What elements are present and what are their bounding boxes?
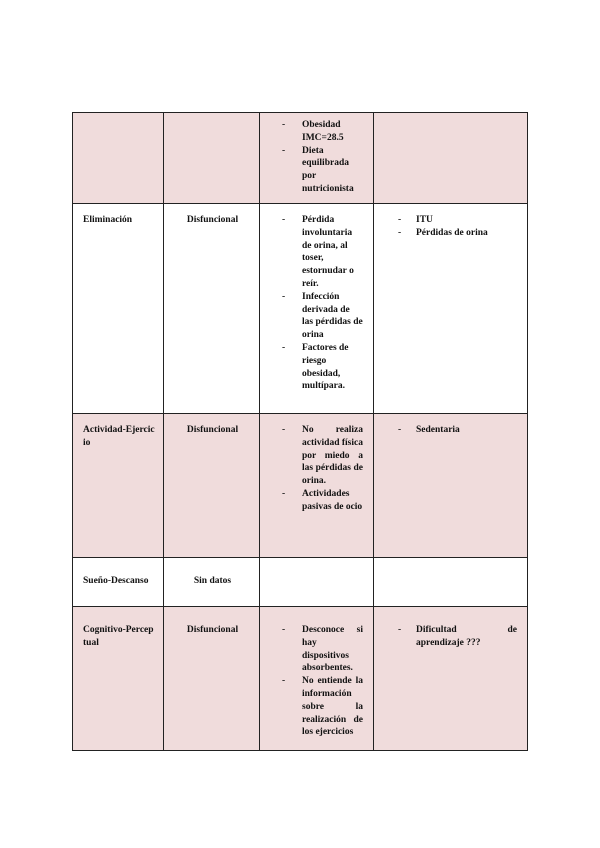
data-list (260, 607, 373, 743)
data-cell (260, 558, 374, 607)
table-row (73, 113, 528, 204)
list-item: - No realiza actividad física por miedo a las pérdidas de orina. (260, 424, 363, 488)
pattern-cell (73, 204, 164, 414)
status-label: Disfuncional (186, 425, 239, 435)
list-item: - Pérdida involuntaria de orina, al toser, estornudar o reír. (260, 214, 363, 291)
status-label: Disfuncional (186, 215, 239, 225)
table-row (73, 414, 528, 558)
list-item: - Dificultad de aprendizaje ??? (374, 624, 517, 650)
pattern-label: Eliminación (83, 215, 133, 225)
data-list (260, 204, 373, 397)
pattern-cell (73, 113, 164, 204)
data-cell (260, 204, 374, 414)
list-item: - Obesidad IMC=28.5 (260, 119, 363, 145)
status-cell (164, 414, 260, 558)
list-item: - Desconoce si hay dispositivos absorbentes. (260, 624, 363, 675)
status-cell (164, 558, 260, 607)
status-label: Sin datos (193, 576, 232, 586)
list-item: - ITU (374, 214, 517, 227)
list-item: - Factores de riesgo obesidad, multípara. (260, 342, 363, 393)
diagnosis-list (374, 607, 527, 650)
table-row (73, 558, 528, 607)
data-cell (260, 414, 374, 558)
status-label: Disfuncional (186, 625, 239, 635)
list-item: - Sedentaria (374, 424, 517, 437)
pattern-cell (73, 414, 164, 558)
diagnosis-list (374, 204, 527, 240)
diagnosis-cell (374, 607, 528, 751)
table-row (73, 204, 528, 414)
list-item: - No entiende la información sobre la realización de los ejercicios (260, 675, 363, 739)
diagnosis-cell (374, 113, 528, 204)
pattern-label: Actividad-Ejercicio (83, 425, 155, 448)
status-cell (164, 607, 260, 751)
pattern-cell (73, 558, 164, 607)
diagnosis-list (374, 414, 527, 437)
pattern-label: Cognitivo-Perceptual (83, 625, 154, 648)
assessment-table (72, 112, 528, 751)
status-cell (164, 204, 260, 414)
pattern-label: Sueño-Descanso (83, 576, 149, 586)
list-item: - Actividades pasivas de ocio (260, 488, 363, 514)
data-cell (260, 113, 374, 204)
data-cell (260, 607, 374, 751)
data-list (260, 113, 373, 200)
pattern-cell (73, 607, 164, 751)
list-item: - Pérdidas de orina (374, 227, 517, 240)
table-row (73, 607, 528, 751)
status-cell (164, 113, 260, 204)
diagnosis-cell (374, 204, 528, 414)
diagnosis-cell (374, 558, 528, 607)
data-list (260, 414, 373, 518)
diagnosis-cell (374, 414, 528, 558)
list-item: - Infección derivada de las pérdidas de orina (260, 291, 363, 342)
list-item: - Dieta equilibrada por nutricionista (260, 145, 363, 196)
